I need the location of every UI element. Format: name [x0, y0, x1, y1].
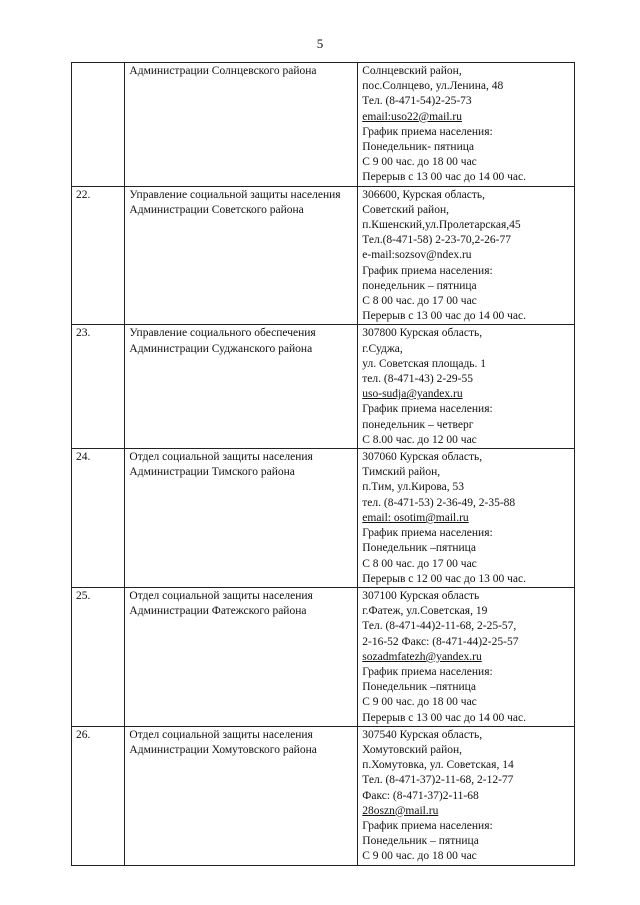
contact-line: Хомутовский район,	[362, 743, 463, 756]
contact-line: Понедельник –пятница	[362, 542, 476, 555]
contact-line: Перерыв с 12 00 час до 13 00 час.	[362, 572, 527, 585]
page-number: 5	[316, 36, 324, 51]
contact-line: Факс: (8-471-37)2-11-68	[362, 789, 479, 802]
contact-details	[358, 726, 575, 865]
row-number	[72, 63, 125, 187]
contact-line: п.Кшенский,ул.Пролетарская,45	[362, 219, 521, 232]
contact-line: п.Хомутовка, ул. Советская, 14	[362, 759, 514, 772]
contact-line: 307800 Курская область,	[362, 327, 483, 340]
organization-name: Администрации Солнцевского района	[125, 63, 358, 187]
email-link[interactable]: e-mail:sozsov@ndex.ru	[362, 249, 472, 262]
contact-line: 307540 Курская область,	[362, 728, 483, 741]
contact-line: График приема населения:	[362, 819, 493, 832]
contact-line: Советский район,	[362, 203, 449, 216]
contact-line: Понедельник – пятница	[362, 835, 479, 848]
organization-name: Управление социальной защиты населения Администрации Советского района	[125, 186, 358, 325]
contact-line: ул. Советская площадь. 1	[362, 357, 487, 370]
contact-line: понедельник – пятница	[362, 279, 477, 292]
contact-line: тел. (8-471-43) 2-29-55	[362, 373, 473, 386]
email-link[interactable]: email:uso22@mail.ru	[362, 110, 462, 123]
contact-line: г.Фатеж, ул.Советская, 19	[362, 605, 488, 618]
table-row	[72, 449, 575, 588]
table-body	[72, 63, 575, 866]
contact-line: С 9 00 час. до 18 00 час	[362, 696, 477, 709]
contact-line: Тимский район,	[362, 466, 441, 479]
organization-name: Отдел социальной защиты населения Администрации Тимского района	[125, 449, 358, 588]
contact-line: С 8.00 час. до 12 00 час	[362, 433, 477, 446]
contact-details	[358, 587, 575, 726]
contact-line: График приема населения:	[362, 527, 493, 540]
email-link[interactable]: sozadmfatezh@yandex.ru	[362, 650, 482, 663]
contact-line: понедельник – четверг	[362, 418, 474, 431]
contact-line: Тел. (8-471-54)2-25-73	[362, 95, 472, 108]
email-link[interactable]: email: osotim@mail.ru	[362, 511, 469, 524]
table-row	[72, 63, 575, 187]
row-number: 26.	[72, 726, 125, 865]
contact-line: График приема населения:	[362, 665, 493, 678]
contact-line: Тел.(8-471-58) 2-23-70,2-26-77	[362, 234, 511, 247]
email-link[interactable]: uso-sudja@yandex.ru	[362, 388, 463, 401]
contact-details	[358, 325, 575, 449]
table-row	[72, 186, 575, 325]
contact-line: График приема населения:	[362, 264, 493, 277]
contact-line: 307100 Курская область	[362, 589, 480, 602]
contact-line: пос.Солнцево, ул.Ленина, 48	[362, 80, 504, 93]
contact-line: График приема населения:	[362, 403, 493, 416]
organization-name: Управление социального обеспечения Администрации Суджанского района	[125, 325, 358, 449]
organization-name: Отдел социальной защиты населения Администрации Хомутовского района	[125, 726, 358, 865]
contact-details	[358, 449, 575, 588]
row-number: 23.	[72, 325, 125, 449]
table-row	[72, 587, 575, 726]
table-row	[72, 325, 575, 449]
contact-line: г.Суджа,	[362, 342, 403, 355]
contact-line: С 9 00 час. до 18 00 час	[362, 156, 477, 169]
row-number: 25.	[72, 587, 125, 726]
contact-line: Перерыв с 13 00 час до 14 00 час.	[362, 310, 527, 323]
contact-line: Тел. (8-471-37)2-11-68, 2-12-77	[362, 774, 514, 787]
contact-line: Перерыв с 13 00 час до 14 00 час.	[362, 171, 527, 184]
contact-details	[358, 63, 575, 187]
contact-details	[358, 186, 575, 325]
row-number: 24.	[72, 449, 125, 588]
contact-line: С 8 00 час. до 17 00 час	[362, 557, 477, 570]
row-number: 22.	[72, 186, 125, 325]
contacts-table	[71, 62, 575, 866]
contact-line: Солнцевский район,	[362, 65, 462, 77]
email-link[interactable]: 28oszn@mail.ru	[362, 804, 439, 817]
contact-line: 307060 Курская область,	[362, 451, 483, 464]
contact-line: 306600, Курская область,	[362, 188, 486, 201]
contact-line: С 8 00 час. до 17 00 час	[362, 295, 477, 308]
table-row	[72, 726, 575, 865]
contact-line: п.Тим, ул.Кирова, 53	[362, 481, 465, 494]
contact-line: График приема населения:	[362, 125, 493, 138]
contact-line: 2-16-52 Факс: (8-471-44)2-25-57	[362, 635, 519, 648]
contact-line: Понедельник –пятница	[362, 681, 476, 694]
contact-line: Понедельник- пятница	[362, 141, 475, 154]
contact-line: тел. (8-471-53) 2-36-49, 2-35-88	[362, 496, 516, 509]
contact-line: Перерыв с 13 00 час до 14 00 час.	[362, 711, 527, 724]
organization-name: Отдел социальной защиты населения Администрации Фатежского района	[125, 587, 358, 726]
contact-line: Тел. (8-471-44)2-11-68, 2-25-57,	[362, 620, 517, 633]
contact-line: С 9 00 час. до 18 00 час	[362, 850, 477, 863]
